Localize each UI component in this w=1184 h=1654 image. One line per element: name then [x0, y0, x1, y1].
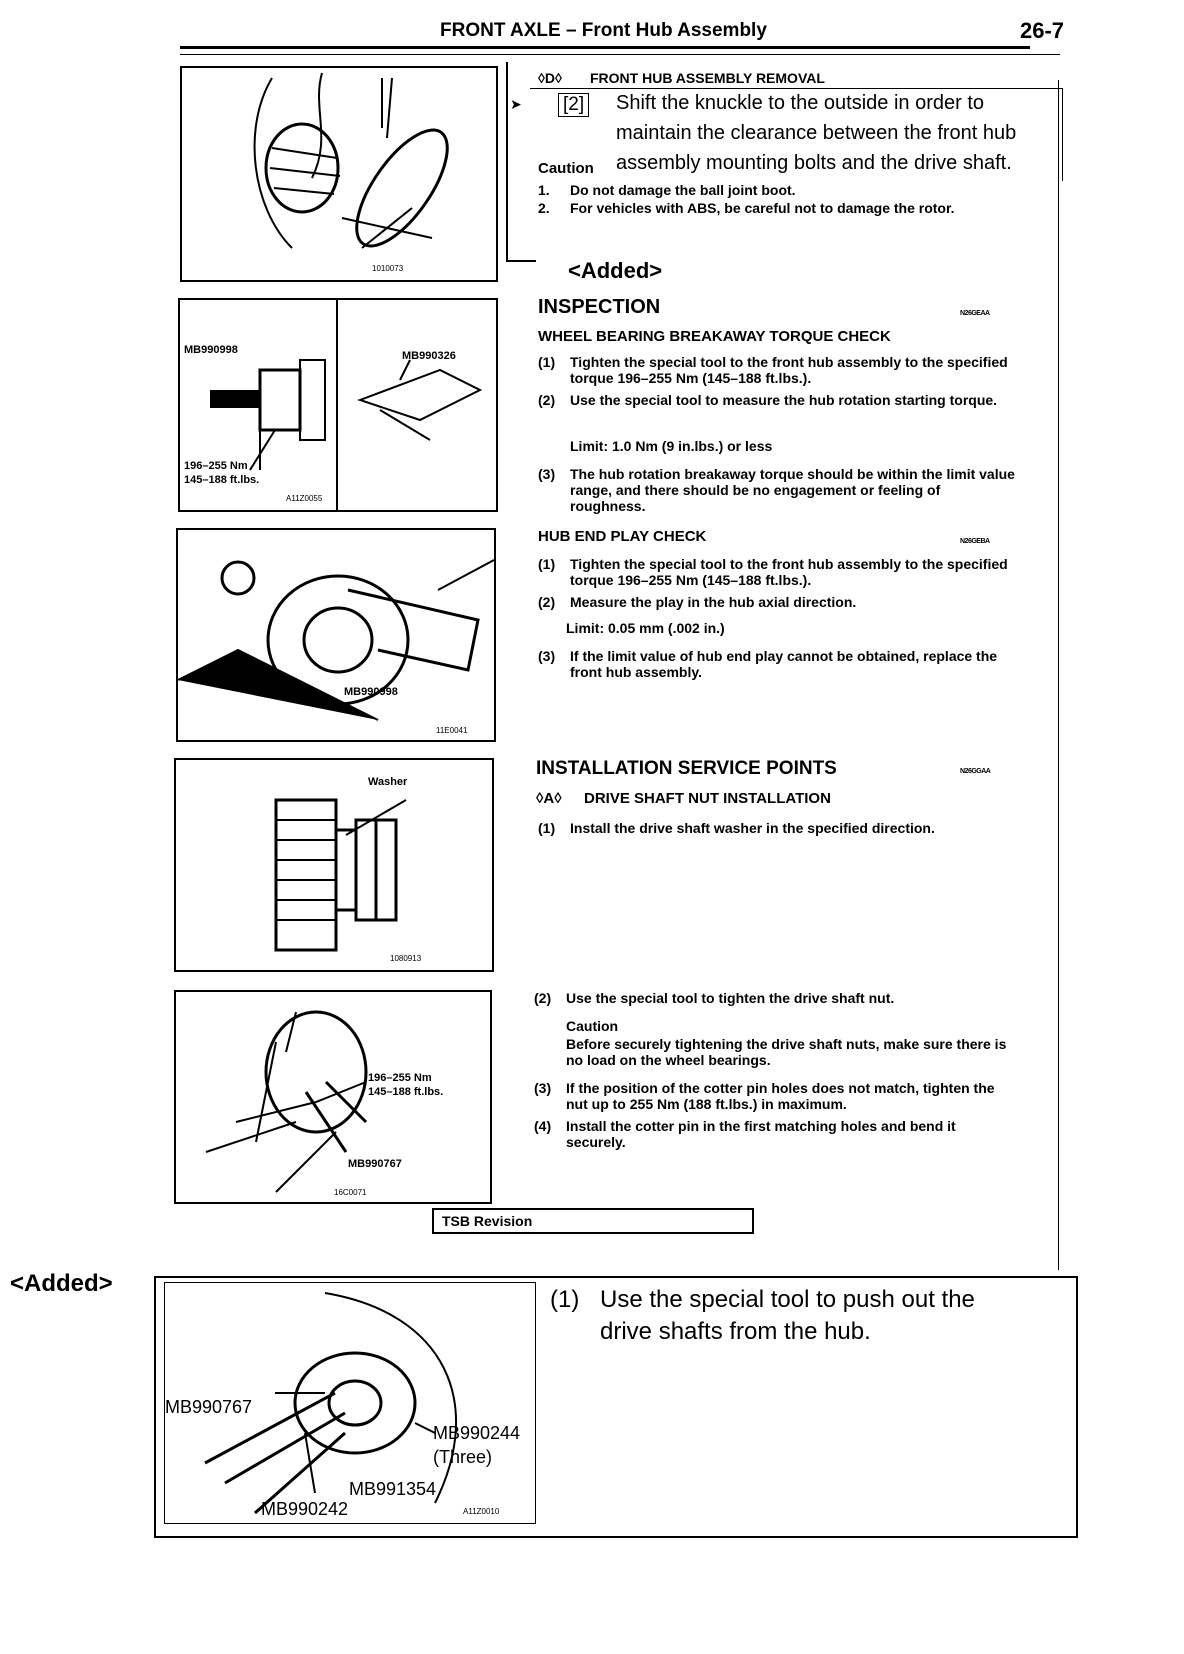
figure-washer: [174, 758, 494, 972]
step-text-1: Shift the knuckle to the outside in order to: [616, 92, 984, 114]
tsb-revision-label: TSB Revision: [442, 1213, 533, 1229]
page-header-title: FRONT AXLE – Front Hub Assembly: [440, 20, 767, 41]
step-text-3: assembly mounting bolts and the drive shaft.: [616, 152, 1012, 174]
figure-end-play: [176, 528, 496, 742]
label-torque: 196–255 Nm: [184, 460, 248, 472]
install-step-2: (2) Use the special tool to tighten the drive shaft nut.: [534, 990, 895, 1006]
right-margin-rule: [1058, 80, 1059, 1270]
figure-code: A11Z0010: [463, 1507, 500, 1516]
bottom-added-label: <Added>: [10, 1270, 113, 1297]
figure-code: A11Z0055: [286, 494, 323, 503]
label-tool-b: MB990326: [402, 350, 456, 362]
header-rule: [180, 46, 1030, 49]
end-play-step-1: (1) Tighten the special tool to the front hub assembly to the specified torque 196–255 Nm (145–188 ft.lbs.).: [538, 556, 1008, 588]
sub-heading-nut: DRIVE SHAFT NUT INSTALLATION: [584, 790, 831, 807]
installation-heading: INSTALLATION SERVICE POINTS: [536, 758, 837, 779]
label-mb990242: MB990242: [261, 1499, 349, 1519]
heading-code: N26GEAA: [960, 310, 990, 317]
marker-d: ◊D◊: [538, 70, 562, 86]
bottom-step-number: (1): [550, 1286, 580, 1313]
sub-heading-code: N26GEBA: [960, 538, 990, 545]
figure-code: 16C0071: [334, 1188, 367, 1197]
figure-push-out: [164, 1282, 536, 1524]
caution-label: Caution: [538, 160, 594, 177]
bottom-step-text-2: drive shafts from the hub.: [600, 1318, 871, 1345]
figure-nut-tighten: [174, 990, 492, 1204]
connector-line-bottom: [506, 260, 536, 262]
label-mb990767: MB990767: [165, 1397, 253, 1417]
caution-1: 1. Do not damage the ball joint boot.: [538, 182, 796, 198]
install-step-1: (1) Install the drive shaft washer in the specified direction.: [538, 820, 935, 836]
limit-end-play: Limit: 0.05 mm (.002 in.): [566, 620, 725, 636]
limit-torque: Limit: 1.0 Nm (9 in.lbs.) or less: [570, 438, 773, 454]
label-torque-ft: 145–188 ft.lbs.: [184, 474, 260, 486]
marker-a: ◊A◊: [536, 790, 562, 807]
figure-torque-check: [178, 298, 498, 512]
label-torque: 196–255 Nm: [368, 1072, 432, 1084]
end-play-step-3: (3) If the limit value of hub end play cannot be obtained, replace the front hub assembly.: [538, 648, 998, 680]
inspection-heading: INSPECTION: [538, 296, 661, 318]
label-three: (Three): [433, 1447, 493, 1467]
label-washer: Washer: [368, 776, 408, 788]
page-number: 26-7: [1020, 18, 1065, 43]
end-play-step-2: (2) Measure the play in the hub axial direction.: [538, 594, 857, 610]
label-tool: MB990767: [348, 1158, 402, 1170]
arrow-icon: ➤: [510, 96, 522, 112]
knuckle-illustration: [182, 68, 496, 280]
washer-illustration: [176, 760, 492, 970]
removal-heading: FRONT HUB ASSEMBLY REMOVAL: [590, 70, 825, 86]
step-text-2: maintain the clearance between the front hub: [616, 122, 1017, 144]
sub-heading-end-play: HUB END PLAY CHECK: [538, 528, 707, 545]
tsb-revision-box: [432, 1208, 754, 1234]
bottom-step-text-1: Use the special tool to push out the: [600, 1286, 975, 1313]
header-rule-thin: [180, 54, 1060, 55]
label-mb990244: MB990244: [433, 1423, 521, 1443]
install-caution-label: Caution: [566, 1018, 619, 1034]
figure-code: 1080913: [390, 954, 422, 963]
installation-code: N26GGAA: [960, 768, 991, 775]
connector-line: [506, 62, 508, 262]
figure-code: 1010073: [372, 264, 404, 273]
label-tool: MB990998: [344, 686, 398, 698]
install-step-3: (3) If the position of the cotter pin holes does not match, tighten the nut up to 255 Nm (188 ft.lbs.) in maximum.: [534, 1080, 995, 1112]
added-label: <Added>: [568, 258, 663, 283]
caution-2: 2. For vehicles with ABS, be careful not to damage the rotor.: [538, 200, 955, 216]
figure-code: 11E0041: [436, 726, 468, 735]
label-torque-ft: 145–188 ft.lbs.: [368, 1086, 444, 1098]
sub-heading-torque: WHEEL BEARING BREAKAWAY TORQUE CHECK: [538, 328, 891, 345]
install-caution-text: Before securely tightening the drive shaft nuts, make sure there is no load on the wheel bearings.: [566, 1036, 1007, 1068]
inspection-step-3: (3) The hub rotation breakaway torque should be within the limit value range, and there should be no engagement or feeling of roughness.: [538, 466, 1015, 514]
install-step-4: (4) Install the cotter pin in the first matching holes and bend it securely.: [534, 1118, 956, 1150]
inspection-step-2: (2) Use the special tool to measure the hub rotation starting torque.: [538, 392, 998, 408]
inspection-step-1: (1) Tighten the special tool to the front hub assembly to the specified torque 196–255 Nm (145–188 ft.lbs.).: [538, 354, 1008, 386]
label-mb991354: MB991354: [349, 1479, 437, 1499]
label-tool-a: MB990998: [184, 344, 238, 356]
step-tag: [2]: [558, 93, 589, 117]
end-play-illustration: [178, 530, 494, 740]
figure-knuckle: [180, 66, 498, 282]
